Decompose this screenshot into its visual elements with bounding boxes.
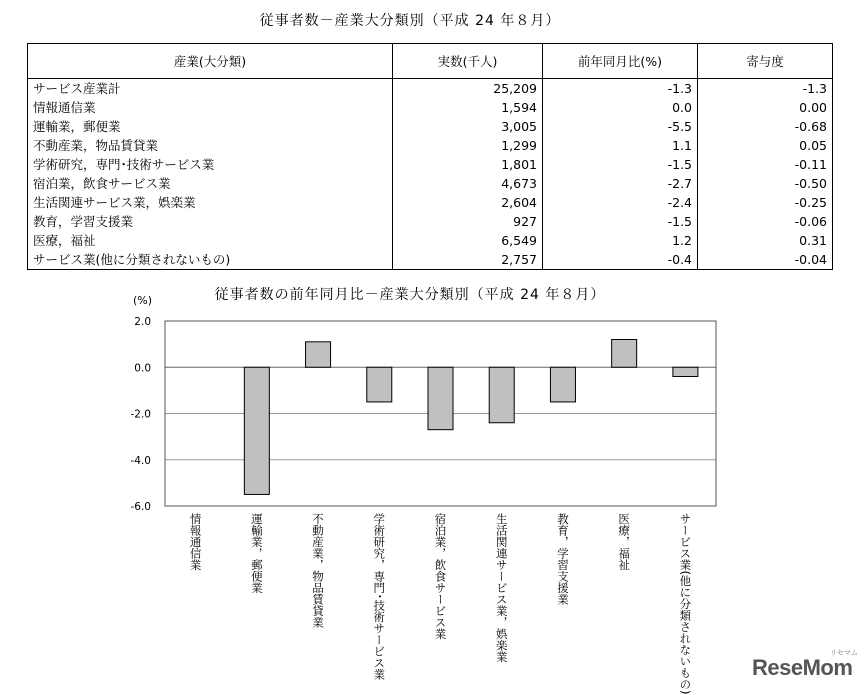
row-label: 不動産業，物品賃貸業 xyxy=(28,136,393,155)
row-contribution: -0.04 xyxy=(698,250,833,270)
resemom-logo: ReseMom xyxy=(752,655,853,680)
row-count: 3,005 xyxy=(393,117,543,136)
x-category-label: 運輸業，郵便業 xyxy=(249,513,264,594)
row-count: 2,604 xyxy=(393,193,543,212)
row-label: 生活関連サービス業，娯楽業 xyxy=(28,193,393,212)
header-yoy: 前年同月比(%) xyxy=(543,44,698,79)
y-unit-label: (%) xyxy=(133,294,153,307)
bar xyxy=(489,367,514,423)
y-tick-label: -2.0 xyxy=(130,408,151,421)
x-category-label: 不動産業，物品賃貸業 xyxy=(311,513,326,628)
row-count: 25,209 xyxy=(393,79,543,99)
row-yoy: -2.7 xyxy=(543,174,698,193)
bar xyxy=(428,367,453,429)
row-yoy: -0.4 xyxy=(543,250,698,270)
row-yoy: -1.5 xyxy=(543,212,698,231)
bar xyxy=(550,367,575,402)
row-yoy: 0.0 xyxy=(543,98,698,117)
x-category-label: 学術研究，専門･技術サービス業 xyxy=(372,513,387,680)
row-yoy: -2.4 xyxy=(543,193,698,212)
row-count: 4,673 xyxy=(393,174,543,193)
bar xyxy=(306,342,331,367)
table-title: 従事者数－産業大分類別（平成 24 年８月） xyxy=(259,13,561,29)
row-label: 医療，福祉 xyxy=(28,231,393,250)
row-count: 6,549 xyxy=(393,231,543,250)
header-count: 実数(千人) xyxy=(393,44,543,79)
row-label: 情報通信業 xyxy=(28,98,393,117)
row-label: 運輸業，郵便業 xyxy=(28,117,393,136)
row-label: サービス産業計 xyxy=(28,79,393,99)
row-contribution: -1.3 xyxy=(698,79,833,99)
row-count: 1,594 xyxy=(393,98,543,117)
row-yoy: 1.1 xyxy=(543,136,698,155)
row-count: 1,801 xyxy=(393,155,543,174)
bar xyxy=(673,367,698,376)
row-contribution: -0.25 xyxy=(698,193,833,212)
row-count: 927 xyxy=(393,212,543,231)
x-category-label: 情報通信業 xyxy=(188,513,203,571)
bar xyxy=(612,340,637,368)
row-yoy: -5.5 xyxy=(543,117,698,136)
row-contribution: 0.00 xyxy=(698,98,833,117)
x-category-label: 生活関連サービス業，娯楽業 xyxy=(494,513,509,663)
row-yoy: 1.2 xyxy=(543,231,698,250)
row-yoy: -1.5 xyxy=(543,155,698,174)
row-contribution: -0.11 xyxy=(698,155,833,174)
header-contribution: 寄与度 xyxy=(698,44,833,79)
row-contribution: 0.05 xyxy=(698,136,833,155)
x-category-label: 教育，学習支援業 xyxy=(555,513,570,605)
bar xyxy=(244,367,269,494)
bar xyxy=(367,367,392,402)
row-label: サービス業(他に分類されないもの) xyxy=(28,250,393,270)
row-count: 1,299 xyxy=(393,136,543,155)
row-label: 教育，学習支援業 xyxy=(28,212,393,231)
row-contribution: -0.50 xyxy=(698,174,833,193)
header-industry: 産業(大分類) xyxy=(28,44,393,79)
x-category-label: 宿泊業，飲食サービス業 xyxy=(433,513,448,640)
row-contribution: 0.31 xyxy=(698,231,833,250)
row-label: 学術研究，専門･技術サービス業 xyxy=(28,155,393,174)
row-count: 2,757 xyxy=(393,250,543,270)
row-yoy: -1.3 xyxy=(543,79,698,99)
row-contribution: -0.68 xyxy=(698,117,833,136)
x-category-label: サービス業(他に分類されないもの) xyxy=(678,513,693,695)
x-category-label: 医療，福祉 xyxy=(617,513,632,571)
y-tick-label: -6.0 xyxy=(130,501,151,513)
chart-title: 従事者数の前年同月比－産業大分類別（平成 24 年８月） xyxy=(214,287,606,303)
row-contribution: -0.06 xyxy=(698,212,833,231)
y-tick-label: 0.0 xyxy=(134,362,151,375)
y-tick-label: 2.0 xyxy=(134,316,151,328)
logo-subtext: リセマム xyxy=(830,649,858,657)
y-tick-label: -4.0 xyxy=(130,454,151,467)
row-label: 宿泊業，飲食サービス業 xyxy=(28,174,393,193)
